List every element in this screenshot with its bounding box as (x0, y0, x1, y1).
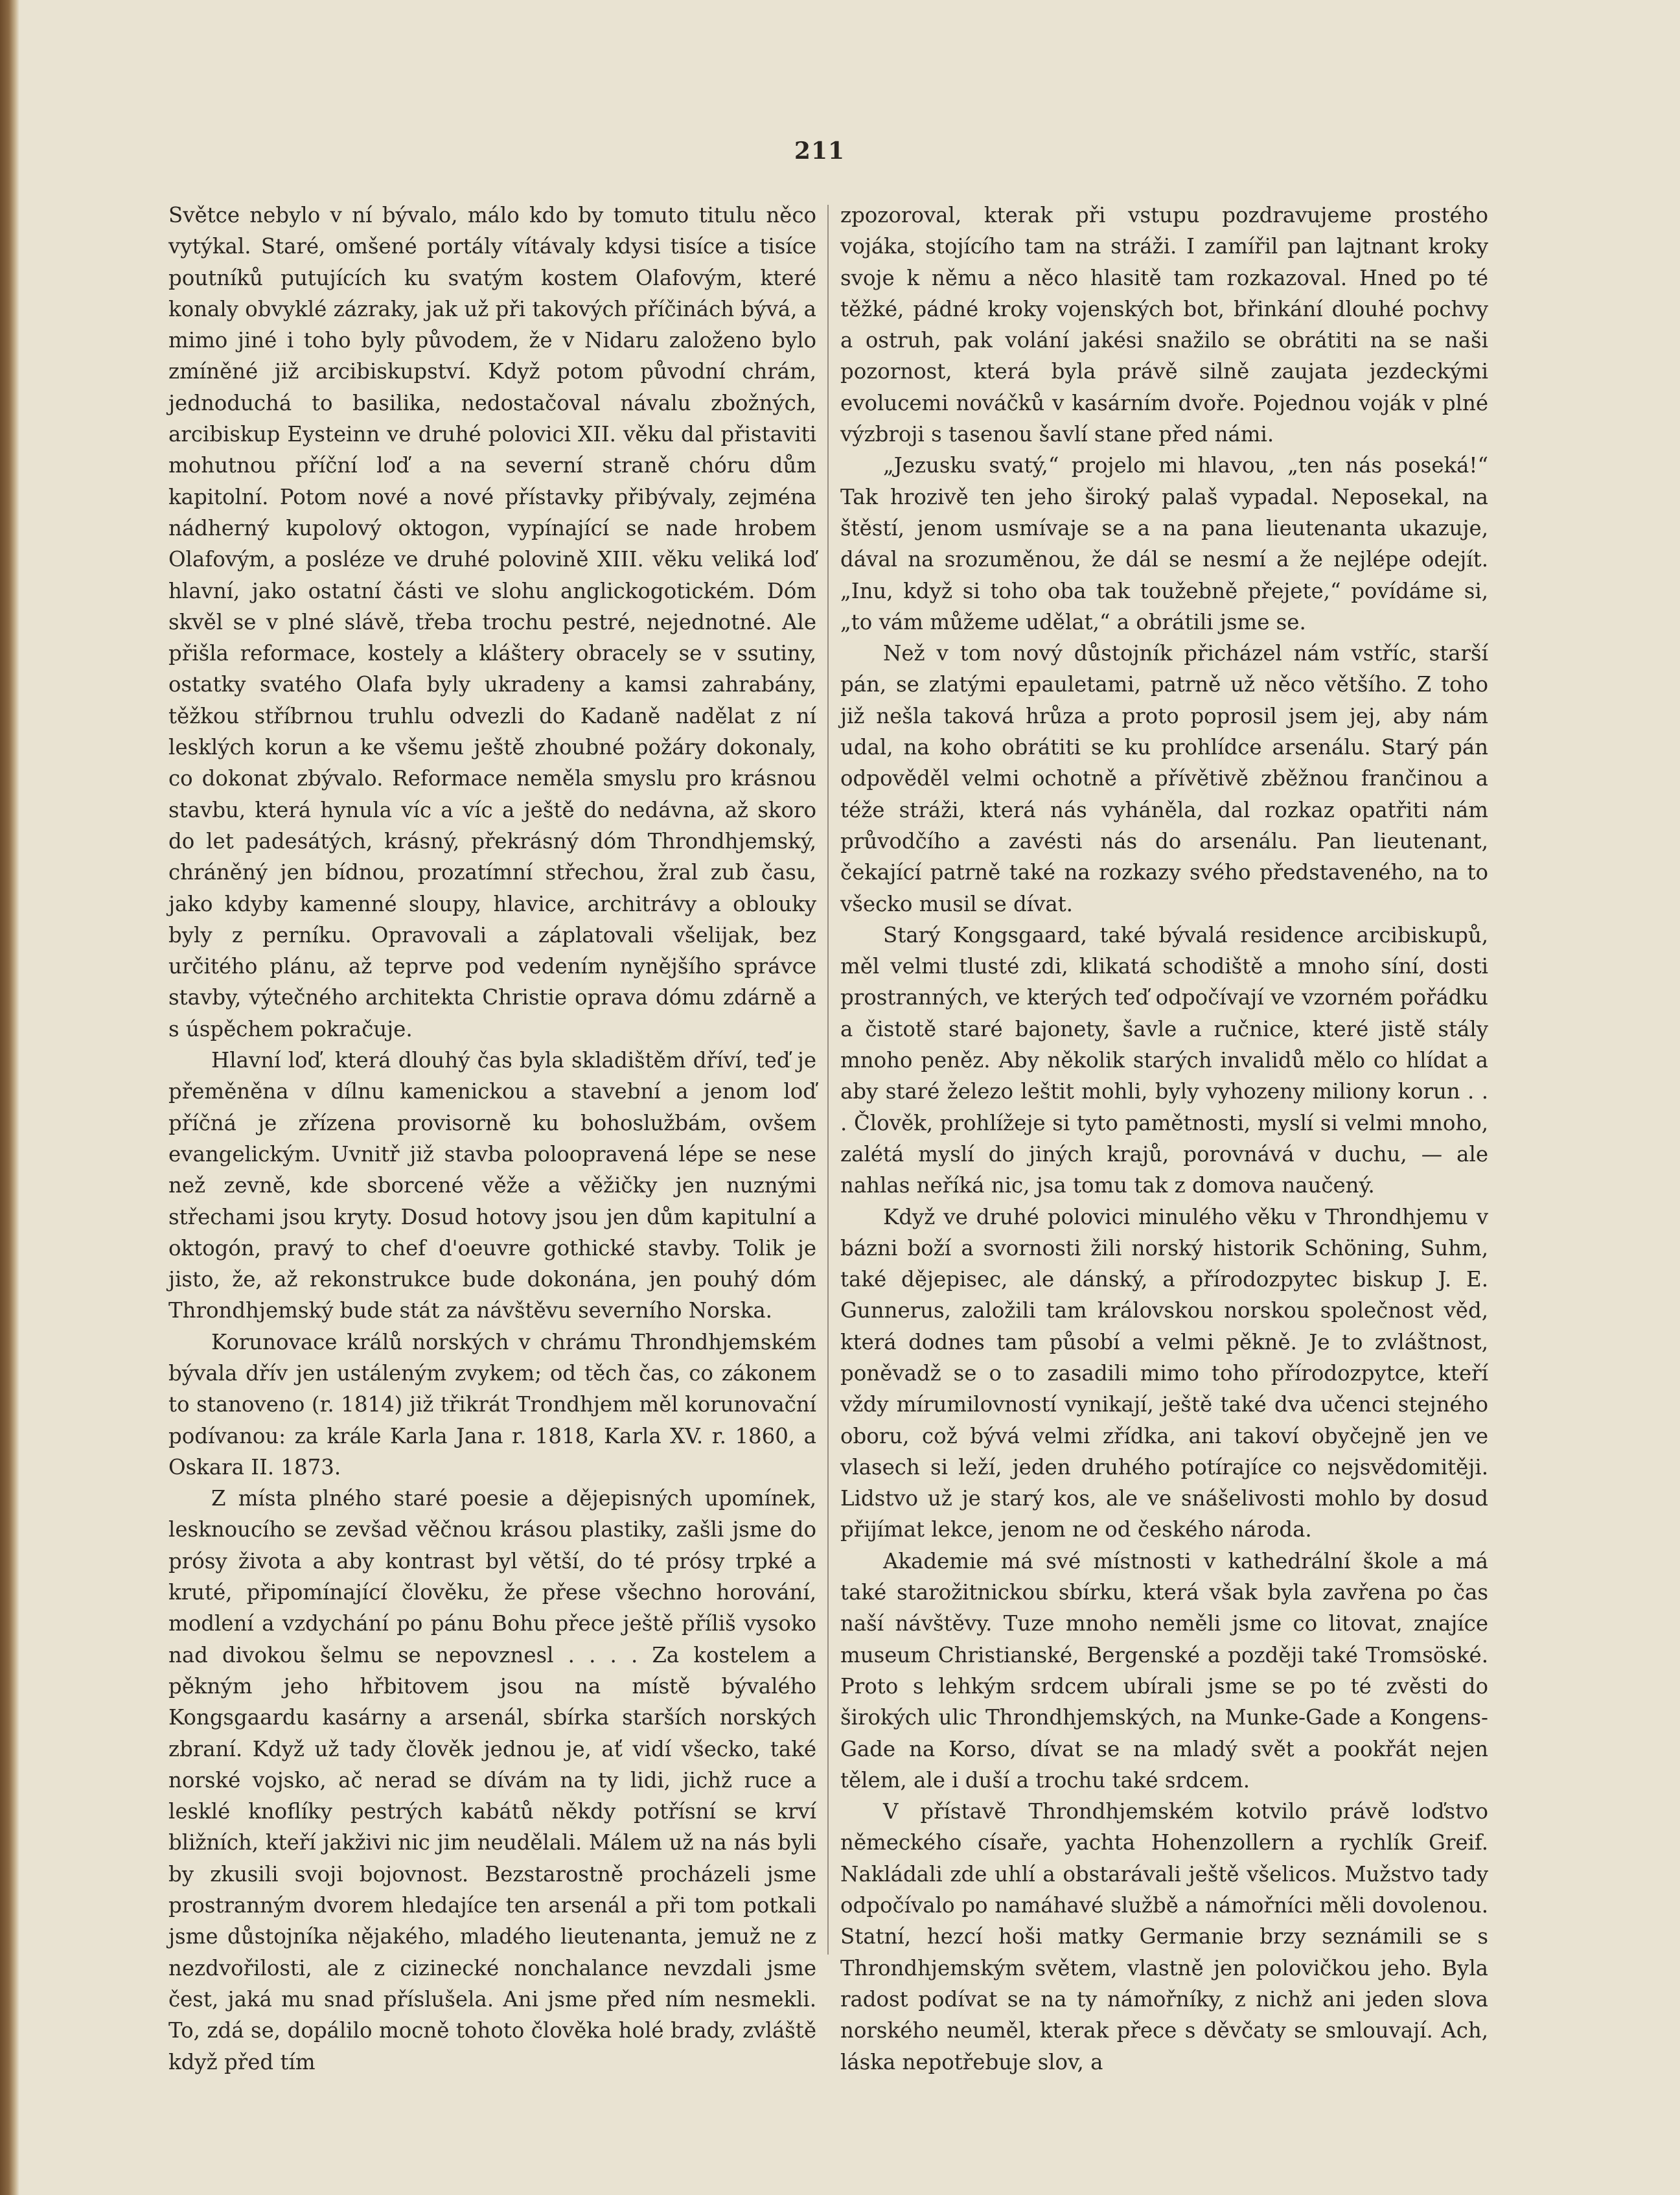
page-number: 211 (794, 137, 846, 165)
book-binding-edge (0, 0, 19, 2195)
paragraph: Z místa plného staré poesie a dějepisných upomínek, lesknoucího se zevšad věčnou krásou plastiky, zašli jsme do prósy života a aby kontrast byl větší, do té prósy trpké a kruté, připomínající člověku, že přese všechno horování, modlení a vzdychání po pánu Bohu přece ještě příliš vysoko nad divokou šelmu se nepovznesl . . . . Za kostelem a pěkným jeho hřbitovem jsou na místě bývalého Kongsgaardu kasárny a arsenál, sbírka starších norských zbraní. Když už tady člověk jednou je, ať vidí všecko, také norské vojsko, ač nerad se dívám na ty lidi, jichž ruce a lesklé knoflíky pestrých kabátů někdy potřísní se krví bližních, kteří jakživi nic jim neudělali. Málem už na nás byli by zkusili svoji bojovnost. Bezstarostně procházeli jsme prostranným dvorem hledajíce ten arsenál a při tom potkali jsme důstojníka nějakého, mladého lieutenanta, jemuž ne z nezdvořilosti, ale z cizinecké nonchalance nevzdali jsme čest, jaká mu snad příslušela. Ani jsme před ním nesmekli. To, zdá se, dopálilo mocně tohoto člověka holé brady, zvláště když před tím (168, 1486, 816, 2074)
paragraph: Světce nebylo v ní bývalo, málo kdo by tomuto titulu něco vytýkal. Staré, omšené portály vítávaly kdysi tisíce a tisíce poutníků putujících ku svatým kostem Olafovým, které konaly obvyklé zázraky, jak už při takových příčinách bývá, a mimo jiné i toho byly původem, že v Nidaru založeno bylo zmíněné již arcibiskupství. Když potom původní chrám, jednoduchá to basilika, nedostačoval návalu zbožných, arcibiskup Eysteinn ve druhé polovici XII. věku dal přistaviti mohutnou příční loď a na severní straně chóru dům kapitolní. Potom nové a nové přístavky přibývaly, zejména nádherný kupolový oktogon, vypínající se nade hrobem Olafovým, a posléze ve druhé polovině XIII. věku veliká loď hlavní, jako ostatní části ve slohu anglickogotickém. Dóm skvěl se v plné slávě, třeba trochu pestré, nejednotné. Ale přišla reformace, kostely a kláštery obracely se v ssutiny, ostatky svatého Olafa byly ukradeny a kamsi zahrabány, těžkou stříbrnou truhlu odvezli do Kadaně nadělat z ní lesklých korun a ke všemu ještě zhoubné požáry dokonaly, co dokonat zbývalo. Reformace neměla smyslu pro krásnou stavbu, která hynula víc a víc a ještě do nedávna, až skoro do let padesátých, krásný, překrásný dóm Throndhjemský, chráněný jen bídnou, prozatímní střechou, žral zub času, jako kdyby kamenné sloupy, hlavice, architrávy a oblouky byly z perníku. Opravovali a záplatovali všelijak, bez určitého plánu, až teprve pod vedením nynějšího správce stavby, výtečného architekta Christie oprava dómu zdárně a s úspěchem pokračuje. (168, 203, 816, 1041)
paragraph: Starý Kongsgaard, také bývalá residence arcibiskupů, měl velmi tlusté zdi, klikatá schodiště a mnoho síní, dosti prostranných, ve kterých teď odpočívají ve vzorném pořádku a čistotě staré bajonety, šavle a ručnice, které jistě stály mnoho peněz. Aby několik starých invalidů mělo co hlídat a aby staré železo leštit mohli, byly vyhozeny miliony korun . . . Člověk, prohlížeje si tyto pamětnosti, myslí si velmi mnoho, zalétá myslí do jiných krajů, porovnává v duchu, — ale nahlas neříká nic, jsa tomu tak z domova naučený. (840, 922, 1488, 1198)
paragraph: Hlavní loď, která dlouhý čas byla skladištěm dříví, teď je přeměněna v dílnu kamenickou a stavební a jenom loď příčná je zřízena provisorně ku bohoslužbám, ovšem evangelickým. Uvnitř již stavba poloopravená lépe se nese než zevně, kde sborcené věže a věžičky jen nuznými střechami jsou kryty. Dosud hotovy jsou jen dům kapitulní a oktogón, pravý to chef d'oeuvre gothické stavby. Tolik je jisto, že, až rekonstrukce bude dokonána, jen pouhý dóm Throndhjemský bude stát za návštěvu severního Norska. (168, 1048, 816, 1323)
paragraph: Korunovace králů norských v chrámu Throndhjemském bývala dřív jen ustáleným zvykem; od těch čas, co zákonem to stanoveno (r. 1814) již třikrát Trondhjem měl korunovační podívanou: za krále Karla Jana r. 1818, Karla XV. r. 1860, a Oskara II. 1873. (168, 1329, 816, 1480)
paragraph: „Jezusku svatý,“ projelo mi hlavou, „ten nás poseká!“ Tak hrozivě ten jeho široký palaš vypadal. Neposekal, na štěstí, jenom usmívaje se a na pana lieutenanta ukazuje, dával na srozuměnou, že dál se nesmí a že nejlépe odejít. „Inu, když si toho oba tak toužebně přejete,“ povídáme si, „to vám můžeme udělat,“ a obrátili jsme se. (840, 453, 1488, 634)
paragraph: Akademie má své místnosti v kathedrální škole a má také starožitnickou sbírku, která však byla zavřena po čas naší návštěvy. Tuze mnoho neměli jsme co litovat, znajíce museum Christianské, Bergenské a později také Tromsöské. Proto s lehkým srdcem ubírali jsme se po té zvěsti do širokých ulic Throndhjemských, na Munke-Gade a Kongens-Gade na Korso, dívat se na mladý svět a pookřát nejen tělem, ale i duší a trochu také srdcem. (840, 1548, 1488, 1793)
paragraph: Než v tom nový důstojník přicházel nám vstříc, starší pán, se zlatými epauletami, patrně už něco většího. Z toho již nešla taková hrůza a proto poprosil jsem jej, aby nám udal, na koho obrátiti se ku prohlídce arsenálu. Starý pán odpověděl velmi ochotně a přívětivě zběžnou frančinou a téže stráži, která nás vyháněla, dal rozkaz opatřiti nám průvodčího a zavésti nás do arsenálu. Pan lieutenant, čekající patrně také na rozkazy svého představeného, na to všecko musil se dívat. (840, 641, 1488, 916)
paragraph: V přístavě Throndhjemském kotvilo právě loďstvo německého císaře, yachta Hohenzollern a rychlík Greif. Nakládali zde uhlí a obstarávali ještě všelicos. Mužstvo tady odpočívalo po namáhavé službě a námořníci měli dovolenou. Statní, hezcí hoši matky Germanie brzy seznámili se s Throndhjemským světem, vlastně jen polovičkou jeho. Byla radost podívat se na ty námořníky, z nichž ani jeden slova norského neuměl, kterak přece s děvčaty se smlouvají. Ach, láska nepotřebuje slov, a (840, 1799, 1488, 2074)
right-column (840, 200, 1488, 2078)
paragraph: Když ve druhé polovici minulého věku v Throndhjemu v bázni boží a svornosti žili norský historik Schöning, Suhm, také dějepisec, ale dánský, a přírodozpytec biskup J. E. Gunnerus, založili tam královskou norskou společnost věd, která dodnes tam působí a velmi pěkně. Je to zvláštnost, poněvadž se o to zasadili mimo toho přírodozpytce, kteří vždy mírumilovností vynikají, ještě také dva učenci stejného oboru, což bývá velmi zřídka, ani takoví obyčejně jen ve vlasech si leží, jeden druhého potírajíce co nejsvědomitěji. Lidstvo už je starý kos, ale ve snášelivosti mohlo by dosud přijímat lekce, jenom ne od českého národa. (840, 1204, 1488, 1542)
paragraph: zpozoroval, kterak při vstupu pozdravujeme prostého vojáka, stojícího tam na stráži. I zamířil pan lajtnant kroky svoje k němu a něco hlasitě tam rozkazoval. Hned po té těžké, pádné kroky vojenských bot, břinkání dlouhé pochvy a ostruh, pak volání jakési snažilo se obrátiti na se naši pozornost, která byla právě silně zaujata jezdeckými evolucemi nováčků v kasárním dvoře. Pojednou voják v plné výzbroji s tasenou šavlí stane před námi. (840, 203, 1488, 447)
left-column (168, 200, 816, 2078)
column-divider (827, 205, 829, 1955)
